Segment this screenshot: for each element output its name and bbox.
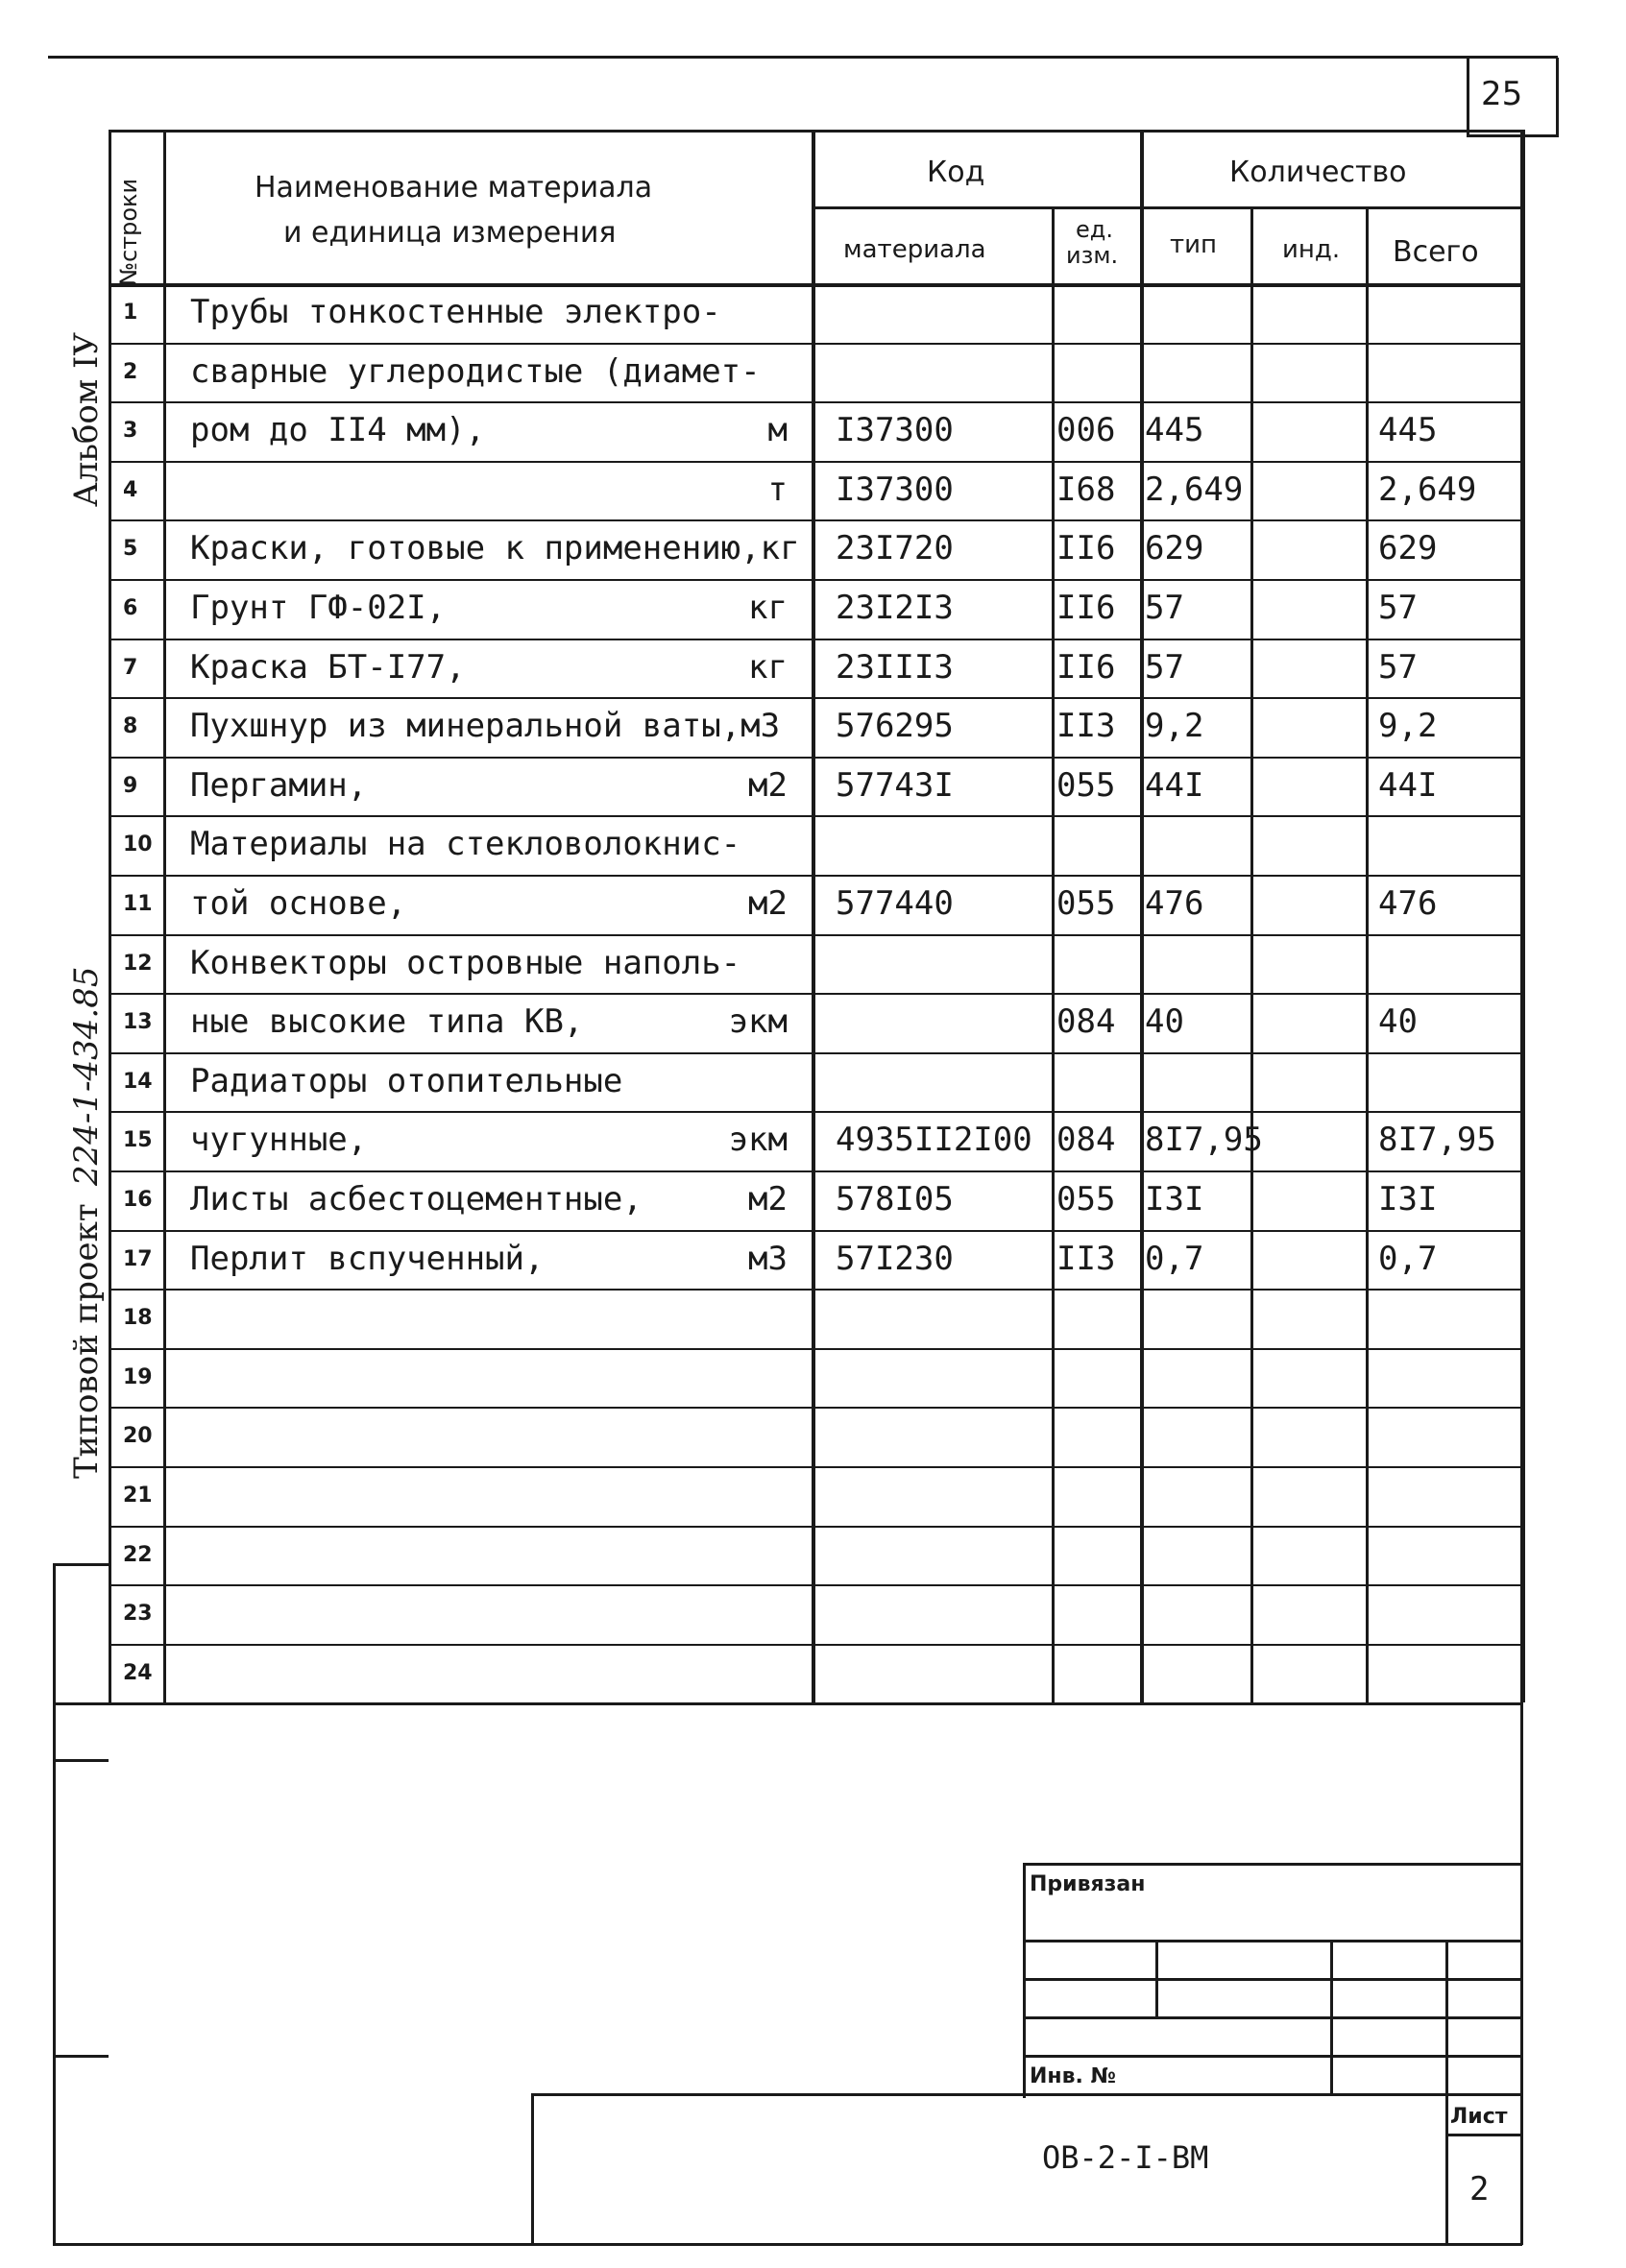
unit-name: кг [748,647,788,687]
material-name: Пергамин, [190,765,368,805]
qty-typ: 8I7,95 [1145,1121,1263,1160]
qty-typ: 40 [1145,1002,1184,1042]
table-row [0,639,1626,698]
stamp-bound-label: Привязан [1030,1872,1146,1896]
material-name: ные высокие типа КВ, [190,1002,584,1042]
table-row [0,519,1626,579]
material-code: I37300 [836,470,954,509]
unit-code: II6 [1056,529,1116,568]
row-number: 12 [123,951,153,976]
unit-name: т [767,470,788,509]
material-code: 4935II2I00 [836,1121,1032,1160]
page-number: 25 [1481,75,1523,113]
qty-total: 445 [1378,411,1438,450]
table-row [0,1348,1626,1408]
table-row [0,1289,1626,1348]
qty-total: 57 [1378,589,1418,627]
table-row [0,283,1626,343]
unit-code: II3 [1056,1239,1116,1278]
header-material: материала [843,235,986,264]
header-name-line2: и единица измерения [283,216,617,250]
material-name: Конвекторы островные наполь- [190,943,741,982]
unit-name: кг [748,589,788,627]
table-row [0,1052,1626,1112]
row-number: 16 [123,1188,153,1212]
unit-name: м2 [748,765,788,805]
unit-name: м3 [748,1239,788,1278]
row-number: 21 [123,1484,153,1508]
table-row [0,343,1626,402]
row-number: 10 [123,832,153,857]
qty-typ: I3I [1145,1180,1204,1218]
sheet-label: Лист [1450,2105,1508,2129]
row-line [109,1702,1522,1704]
qty-total: I3I [1378,1180,1438,1218]
table-row [0,1170,1626,1230]
table-top [109,130,1522,133]
qty-typ: 476 [1145,884,1204,923]
qty-total: 40 [1378,1002,1418,1042]
row-number: 8 [123,714,138,739]
title-top [531,2093,1522,2096]
document-designation: ОВ-2-I-ВМ [1042,2139,1209,2176]
material-code: 578I05 [836,1180,954,1218]
unit-code: 006 [1056,411,1116,450]
header-quantity: Количество [1229,156,1407,189]
unit-code: II3 [1056,707,1116,746]
material-name: Краска БТ-I77, [190,647,466,687]
header-typ: тип [1170,230,1218,259]
table-row [0,1111,1626,1170]
unit-name: м2 [748,884,788,923]
table-row [0,875,1626,934]
row-number: 24 [123,1660,153,1685]
material-code: 23I2I3 [836,589,954,627]
unit-name: м [767,411,788,450]
qty-total: 629 [1378,529,1438,568]
row-number: 2 [123,359,138,384]
unit-code: 084 [1056,1002,1116,1042]
table-row [0,993,1626,1052]
table-row [0,401,1626,461]
material-code: 576295 [836,707,954,746]
table-row [0,757,1626,816]
header-total: Всего [1393,235,1479,269]
row-number: 18 [123,1306,153,1331]
row-number: 20 [123,1424,153,1449]
table-row [0,934,1626,994]
title-left [531,2093,534,2245]
table-row [0,1466,1626,1526]
table-row [0,579,1626,639]
material-code: 23I720 [836,529,954,568]
material-code: I37300 [836,411,954,450]
qty-total: 0,7 [1378,1239,1438,1278]
unit-code: II6 [1056,589,1116,627]
row-number: 15 [123,1128,153,1153]
table-row [0,1407,1626,1466]
header-ind: инд. [1282,235,1341,264]
material-name: той основе, [190,884,407,923]
frame-right [1520,130,1523,2245]
unit-name: м2 [748,1180,788,1218]
row-number: 9 [123,773,138,798]
table-row [0,1526,1626,1585]
material-name: Грунт ГФ-02I, [190,589,447,627]
material-name: Материалы на стекловолокнис- [190,825,741,864]
material-name: ром до II4 мм), [190,411,486,450]
sheet-number: 2 [1469,2170,1490,2208]
qty-typ: 44I [1145,765,1204,805]
row-number: 5 [123,537,138,562]
qty-typ: 57 [1145,589,1184,627]
qty-typ: 2,649 [1145,470,1244,509]
material-name: Пухшнур из минеральной ваты,м3 [190,707,781,746]
row-number: 17 [123,1246,153,1271]
qty-total: 44I [1378,765,1438,805]
unit-code: 055 [1056,765,1116,805]
stamp-v1 [1155,1940,1158,2018]
stamp-v3 [1445,1940,1448,2245]
table-row [0,1644,1626,1703]
qty-typ: 0,7 [1145,1239,1204,1278]
header-mid [812,206,1522,209]
row-number: 6 [123,596,138,620]
material-code: 577440 [836,884,954,923]
qty-total: 2,649 [1378,470,1477,509]
header-unit-2: изм. [1066,242,1119,269]
sheet-box-line [1445,2134,1522,2136]
material-code: 23III3 [836,647,954,687]
qty-total: 9,2 [1378,707,1438,746]
row-number: 22 [123,1542,153,1567]
unit-code: 055 [1056,884,1116,923]
material-name: чугунные, [190,1121,368,1160]
row-number: 4 [123,477,138,502]
unit-code: 084 [1056,1121,1116,1160]
qty-total: 476 [1378,884,1438,923]
stamp-inv-label: Инв. № [1030,2064,1117,2088]
row-number: 23 [123,1602,153,1627]
material-name: Листы асбестоцементные, [190,1180,643,1218]
header-code: Код [927,156,985,189]
qty-typ: 9,2 [1145,707,1204,746]
unit-code: II6 [1056,647,1116,687]
header-name-line1: Наименование материала [255,171,653,205]
album-label: Альбом IУ [67,331,106,507]
table-row [0,697,1626,757]
header-unit-1: ед. [1076,216,1113,243]
material-code: 57743I [836,765,954,805]
stamp-top [1023,1863,1522,1866]
header-row-no: №строки [115,178,142,286]
material-name: Радиаторы отопительные [190,1061,623,1100]
unit-name: экм [728,1121,788,1160]
unit-code: 055 [1056,1180,1116,1218]
row-number: 11 [123,892,153,916]
qty-typ: 445 [1145,411,1204,450]
material-name: Трубы тонкостенные электро- [190,293,721,331]
table-row [0,1230,1626,1290]
qty-total: 57 [1378,647,1418,687]
project-code: 224-1-434.85 [67,966,106,1186]
stamp-v2 [1330,1940,1333,2093]
unit-code: I68 [1056,470,1116,509]
qty-typ: 57 [1145,647,1184,687]
project-label: Типовой проект [67,1203,106,1479]
material-name: сварные углеродистые (диамет- [190,351,761,391]
qty-typ: 629 [1145,529,1204,568]
table-row [0,1584,1626,1644]
row-number: 13 [123,1010,153,1035]
qty-total: 8I7,95 [1378,1121,1496,1160]
material-code: 57I230 [836,1239,954,1278]
row-number: 3 [123,419,138,444]
material-name: Перлит вспученный, [190,1239,545,1278]
table-row [0,461,1626,520]
row-number: 1 [123,301,138,325]
unit-name: экм [728,1002,788,1042]
row-number: 14 [123,1069,153,1094]
material-name: Краски, готовые к применению,кг [190,529,800,568]
row-number: 7 [123,655,138,680]
table-row [0,815,1626,875]
row-number: 19 [123,1364,153,1389]
